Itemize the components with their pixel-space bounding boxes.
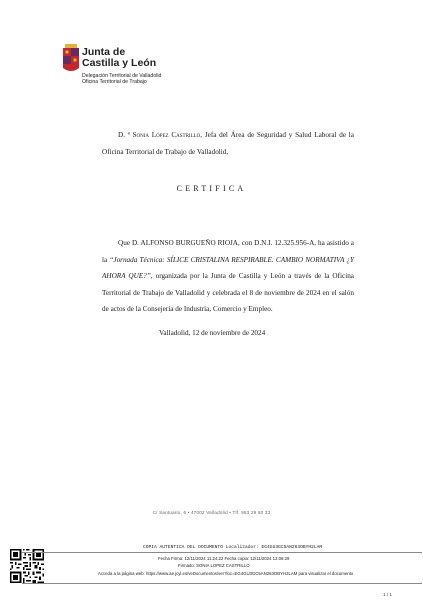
footer-address: C/ Santuario, 6 • 47002 Valladolid • Tlf. 983 29 80 33 <box>152 510 271 515</box>
qr-code-icon <box>10 549 44 583</box>
verification-divider-top <box>22 552 422 553</box>
junta-castilla-leon-shield-icon <box>63 44 79 74</box>
verification-divider-bottom <box>22 583 422 584</box>
org-name-line2: Castilla y León <box>82 57 157 69</box>
authentic-copy-line: COPIA AUTENTICA DEL DOCUMENTO Localizador: EG4GU3GC5AN263OBYH2LAM <box>143 545 323 550</box>
certifica-heading: CERTIFICA <box>176 184 247 193</box>
event-details: , organizada por la Junta de Castilla y León a través de la Oficina Territorial de Trabajo de Valladolid y celebrada el 8 de noviembre de 2024 en el salón de actos de la Consejería de Industria, Comercio y Empleo. <box>102 272 354 314</box>
attendee-text: Que D. ALFONSO BURGUEÑO RIOJA, con D.N.I. 12.325.956-A, ha asistido a la <box>102 239 354 264</box>
department-name <box>82 73 161 86</box>
certifier-role: , Jefa del Área de Seguridad y Salud Laboral de la Oficina Territorial de Trabajo de Valladolid, <box>102 131 354 156</box>
certifier-name: Sonia López Castrillo <box>132 131 201 139</box>
dept-line1: Delegación Territorial de Valladolid <box>82 73 162 79</box>
certifier-title: D. ª <box>118 131 130 139</box>
certifier-paragraph <box>102 127 354 160</box>
dept-line2: Oficina Territorial de Trabajo <box>82 79 147 86</box>
organization-name <box>82 47 156 69</box>
signed-by-line: Firmado: SONIA LOPEZ CASTRILLO <box>178 563 250 568</box>
event-title: “Jornada Técnica: SÍLICE CRISTALINA RESPIRABLE. CAMBIO NORMATIVA ¿Y AHORA QUE?” <box>102 255 354 281</box>
verification-url-line: Acceda a la página web: https://www.ae.jcyl.es/veDocumentos/ver?loc=EG4GU3GC5AN263OBYH2LAM para visualizar el documento <box>98 571 354 576</box>
org-name-line1: Junta de <box>82 46 126 58</box>
page-number: 1 / 1 <box>383 592 392 597</box>
place-and-date: Valladolid, 12 de noviembre de 2024 <box>159 329 266 337</box>
signature-dates-line: Fecha Firma: 12/11/2024 11:24:22 Fecha copia: 12/11/2024 13:06:29 <box>158 556 290 561</box>
certification-paragraph <box>102 235 354 318</box>
